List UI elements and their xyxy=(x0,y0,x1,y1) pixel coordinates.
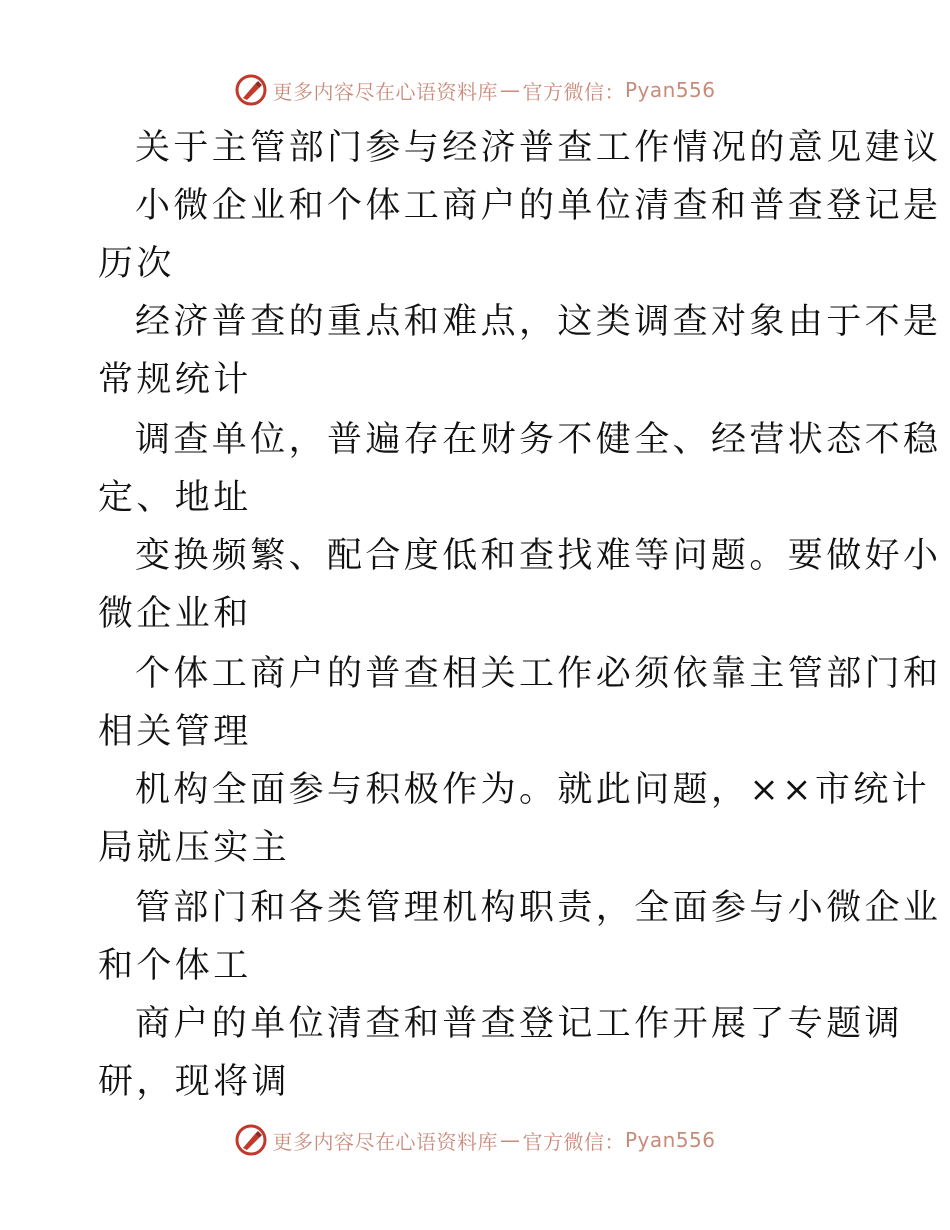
doc-line: 调查单位，普遍存在财务不健全、经营状态不稳 xyxy=(135,420,942,460)
doc-line: 机构全面参与积极作为。就此问题，××市统计 xyxy=(135,770,931,810)
doc-line: 个体工商户的普查相关工作必须依靠主管部门和 xyxy=(135,654,942,694)
header-watermark xyxy=(0,70,950,110)
pen-logo-icon xyxy=(234,1123,268,1157)
doc-line: 管部门和各类管理机构职责，全面参与小微企业 xyxy=(135,888,942,928)
doc-line: 小微企业和个体工商户的单位清查和普查登记是 xyxy=(135,186,942,226)
doc-line: 经济普查的重点和难点，这类调查对象由于不是 xyxy=(135,302,942,342)
watermark-separator: — xyxy=(499,1128,521,1152)
pen-logo-icon xyxy=(234,73,268,107)
doc-line: 历次 xyxy=(98,244,175,284)
footer-watermark xyxy=(0,1120,950,1160)
doc-line: 定、地址 xyxy=(98,478,252,518)
doc-line: 相关管理 xyxy=(98,712,252,752)
watermark-site-text: 更多内容尽在心语资料库 xyxy=(272,1129,498,1154)
doc-line: 研，现将调 xyxy=(98,1062,291,1102)
watermark-wechat-id: Pyan556 xyxy=(624,78,716,102)
doc-line: 微企业和 xyxy=(98,594,252,634)
doc-line: 局就压实主 xyxy=(98,828,291,868)
watermark-wechat-label: 官方微信： xyxy=(522,1129,625,1154)
watermark-separator: — xyxy=(499,78,521,102)
watermark-wechat-label: 官方微信： xyxy=(522,79,625,104)
doc-line: 变换频繁、配合度低和查找难等问题。要做好小 xyxy=(135,536,942,576)
doc-line: 商户的单位清查和普查登记工作开展了专题调 xyxy=(135,1004,904,1044)
doc-title-line: 关于主管部门参与经济普查工作情况的意见建议 xyxy=(135,128,942,168)
watermark-wechat-id: Pyan556 xyxy=(624,1128,716,1152)
doc-line: 常规统计 xyxy=(98,360,252,400)
doc-line: 和个体工 xyxy=(98,946,252,986)
watermark-site-text: 更多内容尽在心语资料库 xyxy=(272,79,498,104)
